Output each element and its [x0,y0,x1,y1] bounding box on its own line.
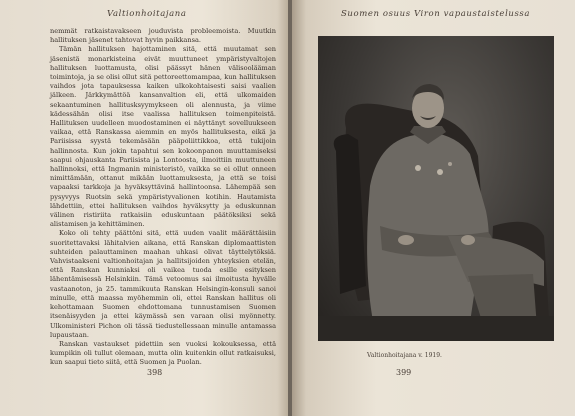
page-number-right: 399 [396,368,412,377]
photo-caption: Valtionhoitajana v. 1919. [367,352,442,359]
body-text [50,27,276,368]
running-head-right: Suomen osuus Viron vapaustaistelussa [341,9,531,19]
paragraph: Ranskan vastaukset pidettiin sen vuoksi kokouksessa, että kumpikin oli tullut olemaan, mutta olin kuitenkin ollut ratkaisuksi, kun saapui tieto siitä, että Suomen ja Puolan. [50,339,276,367]
portrait-photo [318,36,554,341]
paragraph: Koko oli tehty päättöni sitä, että uuden vaalit määrättäisiin suoritettavaksi lähitalvien aikana, että Ranskan diplomaattisten suhteiden palauttaminen maahan uhkasi olivat täyttelytöksiä. Vahvistaakseni valtionhoitajan ja hallitsijoiden yhteyksien etelän, että Ranskan kunniaksi oli vaikea tuoda esille esityksen lähentämisessä Helsinkiin. Tämä vetoomus sai ilmoitusta hyvälle vastaanoton, ja 25. tammikuuta Ranskan Helsingin-konsuli sanoi minulle, että maassa myöhemmin oli, ettei Ranskan hallitus oli kehottamaan Suomen ehdottomana tunnustamisen Suomen itsenäisyyden ja ettei käymässä sen varaan olisi myönnetty. Ulkoministeri Pichon oli tässä tiedustellessaan minulle antamassa lupaustaan. [50,229,276,339]
right-page [292,0,575,416]
portrait-illustration [318,36,554,341]
paragraph: nemmät ratkaistavakseen jouduvista probleemoista. Muutkin hallituksen jäsenet tahtovat hyvin paikkansa. [50,27,276,45]
running-head-left: Valtionhoitajana [107,9,187,19]
paragraph: Tämän hallituksen hajottaminen sitä, että muutamat sen jäsenistä monarkisteina eivät muuttuneet ympäristyvaltojen hallituksen luottamusta, olisi päässyt hänen välisoolääman toimintoja, ja se olisi ollut sitä pettoreettomampaa, kun hallituksen vaihdos jota tapauksessa kaiken ulkokohtaisesti saisi vaalien jälkeen. Järkkymättöä kansanvaltion eli, että ulkomaiden sekaantuminen hallitusksyymykseen oli alennusta, ja viime kädessähän olisi itse vaalissa hallituksen toimenpiteistä. Hallituksen uudelleen muodostaminen ei näyttänyt sovelluukseen vaikaa, että Ranskassa aiemmin en myös hallituksesta, eikä ja Pariisissa syystä tekemäsään pääpoliittikkoa, että tukijoin hallinnosta. Kun jokin tapahtui sen kokoonpanon muuttamiseksi saapui ohjauskanta Pariisista ja Lontoosta, ilmoittiin muuttuneen hallinnoksi, että Ingmanin ministeristö, vaikka se ei ollut onneen nimittämään, ottanut mikään luottamuksesta, ja että se toisi vapaaksi tarkkoja ja hyväksyttävinä hallintoonsa. Lähempää sen pysyvyys Ruotsin sekä ympäristyvalionen kotihin. Hautamista lähdettiin, ettei hallituksen vaihdos hyväksytty ja eduskunnan välinen ristiriita ratkaisiin eduskuntaan päätöksiksi sekä alistamisen ja kehittäminen. [50,45,276,229]
page-number-left: 398 [147,368,163,377]
